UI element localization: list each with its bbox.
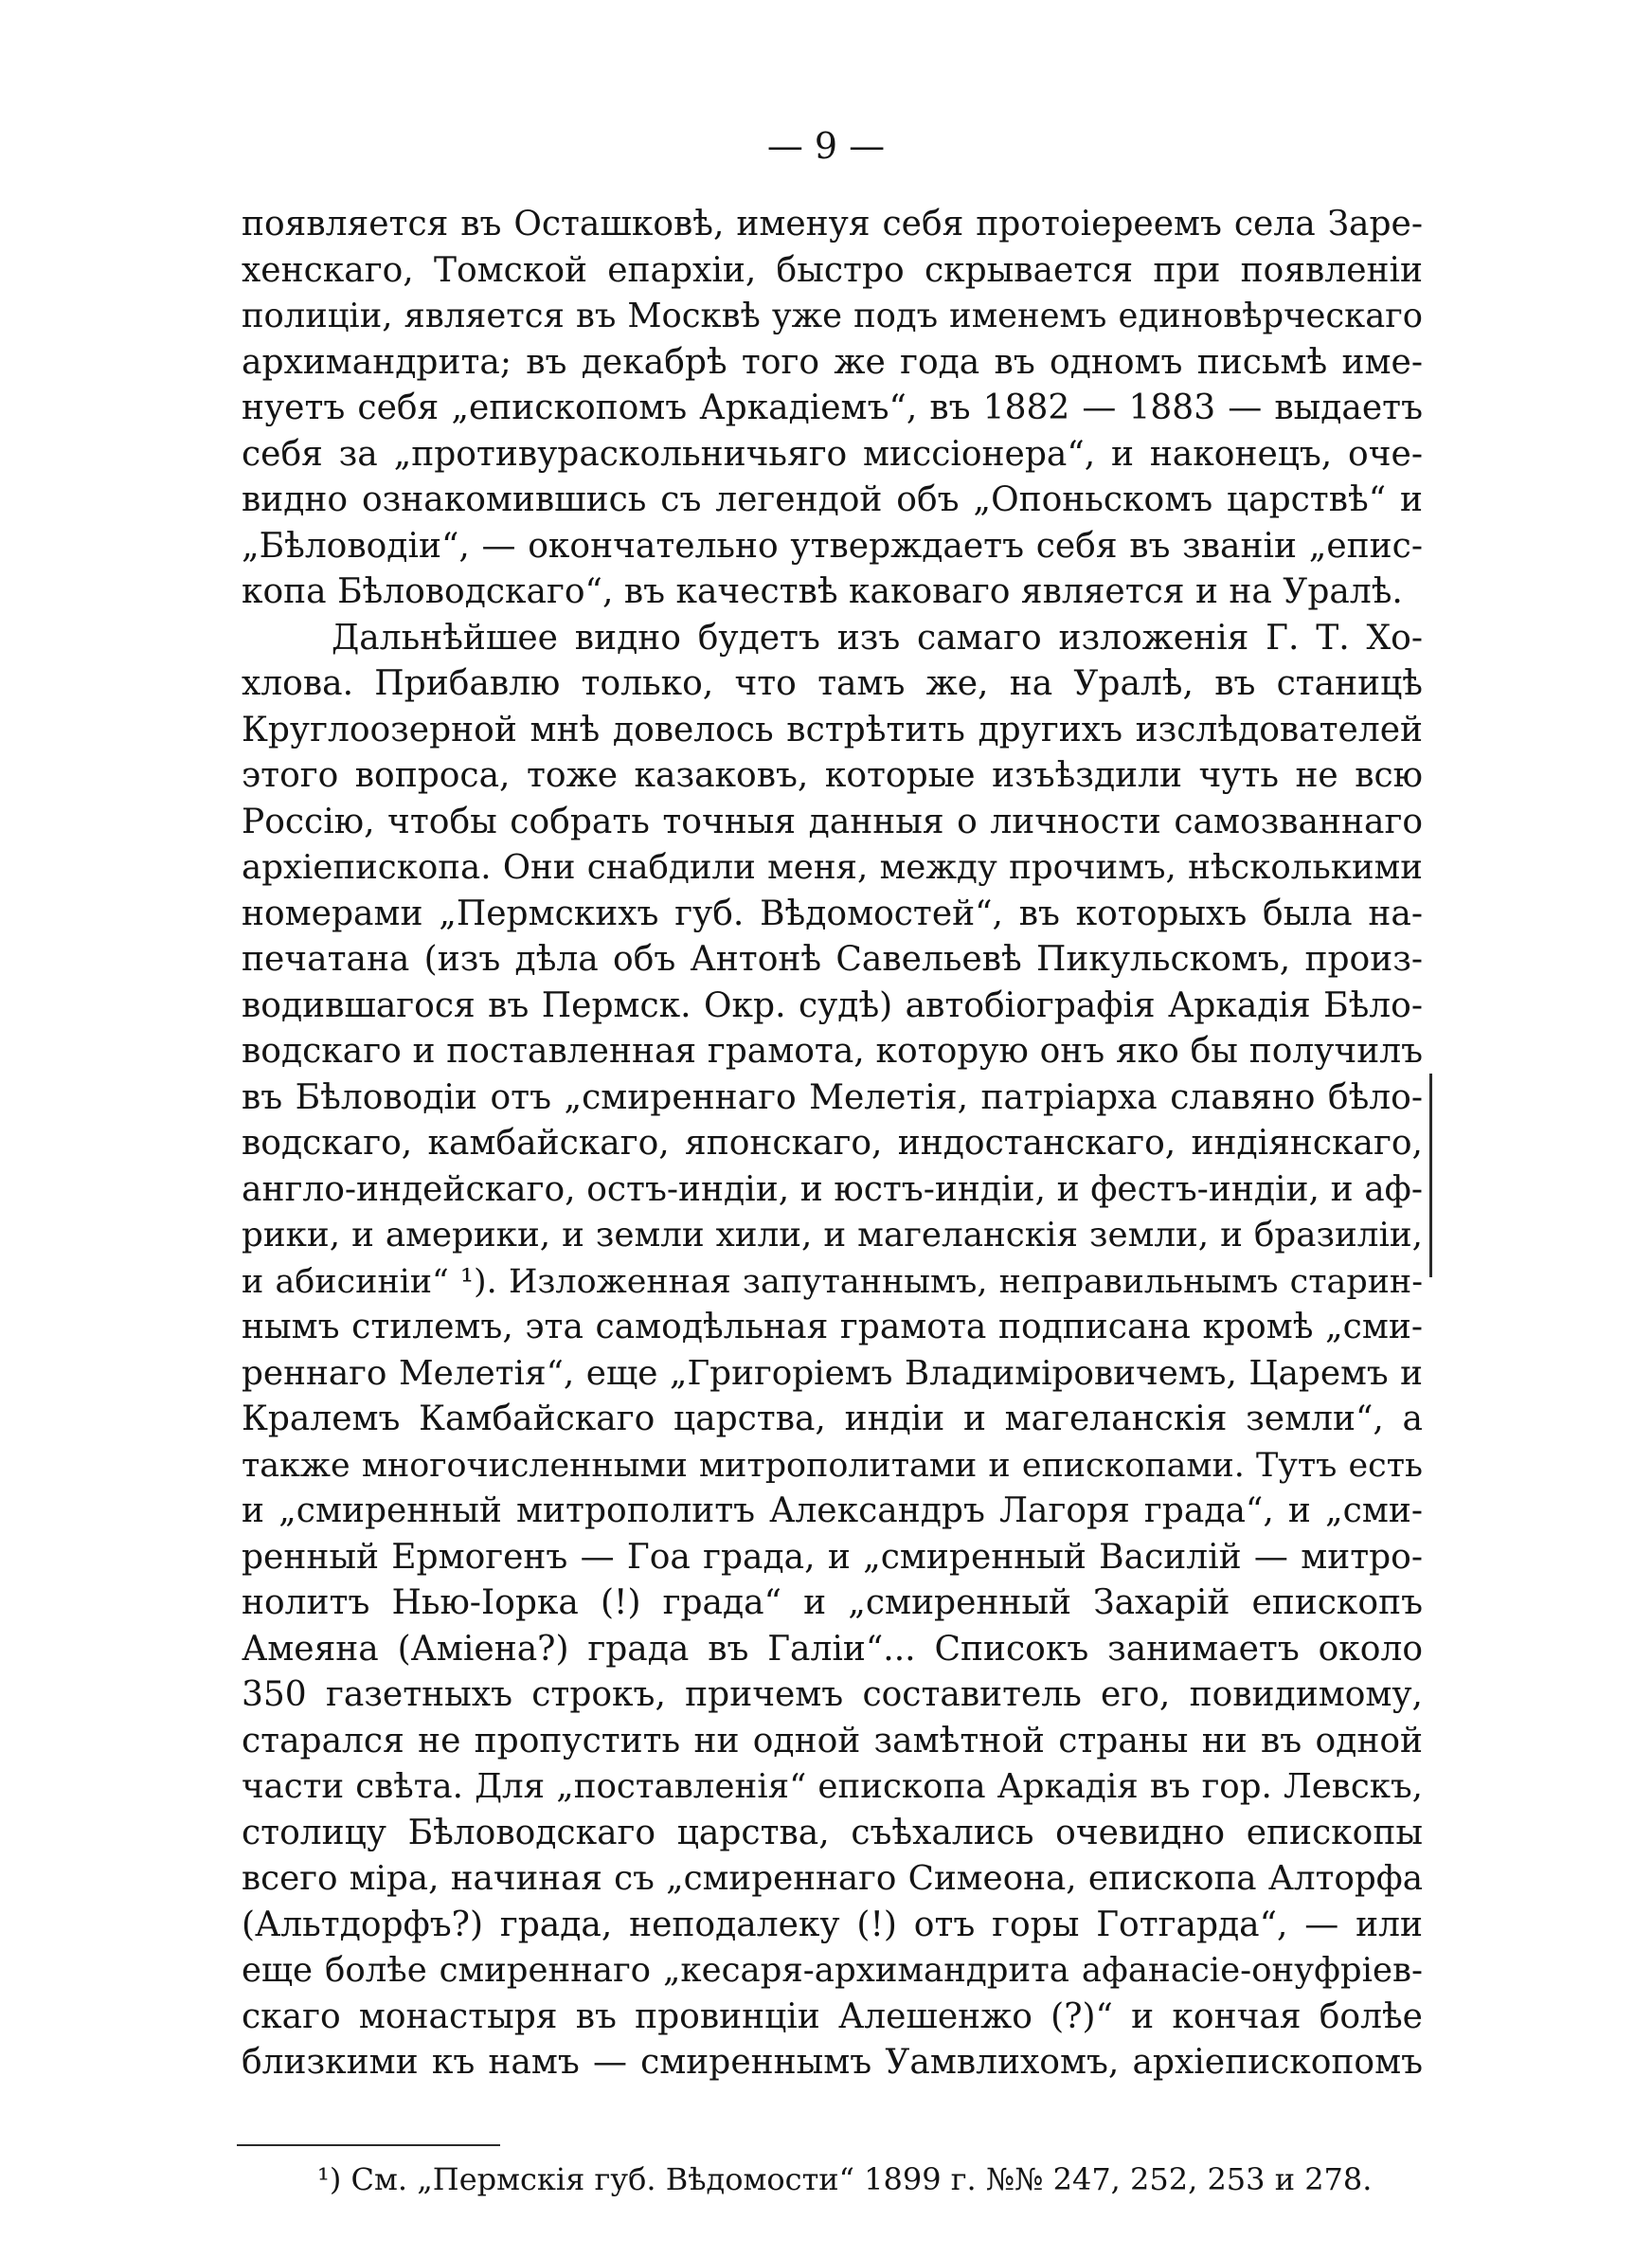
text-line: этого вопроса, тоже казаковъ, которые изъѣздили чуть не всю: [242, 756, 1423, 795]
text-line: рики, и америки, и земли хили, и магеланскія земли, и бразиліи,: [242, 1216, 1423, 1255]
page-number: — 9 —: [766, 125, 886, 167]
text-line: въ Бѣловодіи отъ „смиреннаго Мелетія, патріарха славяно бѣло-: [242, 1077, 1423, 1117]
text-line: копа Бѣловодскаго“, въ качествѣ каковаго является и на Уралѣ.: [242, 572, 1403, 611]
text-line: „Бѣловодіи“, — окончательно утверждаетъ себя въ званіи „епис-: [242, 526, 1423, 566]
text-line: всего міра, начиная съ „смиреннаго Симеона, епископа Алторфа: [242, 1859, 1423, 1898]
text-line: нуетъ себя „епископомъ Аркадіемъ“, въ 1882 — 1883 — выдаетъ: [242, 388, 1423, 427]
text-line: и абисиніи“ ¹). Изложенная запутаннымъ, неправильнымъ старин-: [242, 1262, 1423, 1301]
text-line: водскаго, камбайскаго, японскаго, индостанскаго, индіянскаго,: [242, 1124, 1423, 1163]
text-line: 350 газетныхъ строкъ, причемъ составитель его, повидимому,: [242, 1675, 1423, 1714]
text-line: полиціи, является въ Москвѣ уже подъ именемъ единовѣрческаго: [242, 297, 1423, 335]
text-line: скаго монастыря въ провинціи Алешенжо (?)“ и кончая болѣе: [242, 1996, 1423, 2036]
text-line: англо-индейскаго, остъ-индіи, и юстъ-индіи, и фестъ-индіи, и аф-: [242, 1169, 1423, 1209]
text-line: печатана (изъ дѣла объ Антонѣ Савельевѣ Пикульскомъ, произ-: [242, 940, 1423, 979]
margin-bracket-mark: [1429, 1074, 1432, 1277]
text-line: нымъ стилемъ, эта самодѣльная грамота подписана кромѣ „сми-: [242, 1308, 1423, 1346]
text-line: старался не пропустить ни одной замѣтной страны ни въ одной: [242, 1721, 1423, 1760]
text-line: реннаго Мелетія“, еще „Григоріемъ Владиміровичемъ, Царемъ и: [242, 1353, 1423, 1393]
footnote: ¹) См. „Пермскія губ. Вѣдомости“ 1899 г. №№ 247, 252, 253 и 278.: [317, 2161, 1373, 2197]
text-line: архіепископа. Они снабдили меня, между прочимъ, нѣсколькими: [242, 848, 1423, 887]
text-line: появляется въ Осташковѣ, именуя себя протоіереемъ села Заре-: [242, 205, 1423, 244]
text-line: Дальнѣйшее видно будетъ изъ самаго изложенія Г. Т. Хо-: [332, 618, 1423, 658]
text-line: (Альтдорфъ?) града, неподалеку (!) отъ горы Готгарда“, — или: [242, 1905, 1423, 1944]
text-line: хенскаго, Томской епархіи, быстро скрывается при появленіи: [242, 250, 1423, 290]
text-line: архимандрита; въ декабрѣ того же года въ одномъ письмѣ име-: [242, 342, 1423, 382]
text-line: Кралемъ Камбайскаго царства, индіи и магеланскія земли“, а: [242, 1399, 1423, 1438]
paragraph: [242, 202, 1423, 616]
text-line: части свѣта. Для „поставленія“ епископа Аркадія въ гор. Левскъ,: [242, 1767, 1423, 1806]
text-line: и „смиренный митрополитъ Александръ Лагоря града“, и „сми-: [242, 1491, 1423, 1530]
text-line: нолитъ Нью-Іорка (!) града“ и „смиренный Захарій епископъ: [242, 1583, 1423, 1622]
text-line: столицу Бѣловодскаго царства, съѣхались очевидно епископы: [242, 1813, 1423, 1852]
text-line: близкими къ намъ — смиреннымъ Уамвлихомъ, архіепископомъ: [242, 2043, 1423, 2082]
text-line: Амеяна (Аміена?) града въ Галіи“... Списокъ занимаетъ около: [242, 1629, 1423, 1669]
text-line: также многочисленными митрополитами и епископами. Тутъ есть: [242, 1446, 1423, 1485]
footnote-divider: [237, 2144, 500, 2146]
text-line: Круглоозерной мнѣ довелось встрѣтить другихъ изслѣдователей: [242, 710, 1423, 749]
text-line: номерами „Пермскихъ губ. Вѣдомостей“, въ которыхъ была на-: [242, 894, 1423, 933]
text-line: хлова. Прибавлю только, что тамъ же, на Уралѣ, въ станицѣ: [242, 664, 1423, 703]
text-line: видно ознакомившись съ легендой объ „Опоньскомъ царствѣ“ и: [242, 480, 1423, 519]
text-line: Россію, чтобы собрать точныя данныя о личности самозваннаго: [242, 802, 1423, 841]
text-line: водившагося въ Пермск. Окр. судѣ) автобіографія Аркадія Бѣло-: [242, 985, 1423, 1025]
paragraph: [242, 616, 1423, 2086]
text-line: себя за „противураскольничьяго миссіонера“, и наконецъ, оче-: [242, 434, 1423, 474]
body-text: [242, 202, 1423, 2086]
text-line: еще болѣе смиреннаго „кесаря-архимандрита афанасіе-онуфріев-: [242, 1951, 1423, 1990]
text-line: водскаго и поставленная грамота, которую онъ яко бы получилъ: [242, 1032, 1423, 1071]
text-line: ренный Ермогенъ — Гоа града, и „смиренный Василій — митро-: [242, 1537, 1423, 1577]
